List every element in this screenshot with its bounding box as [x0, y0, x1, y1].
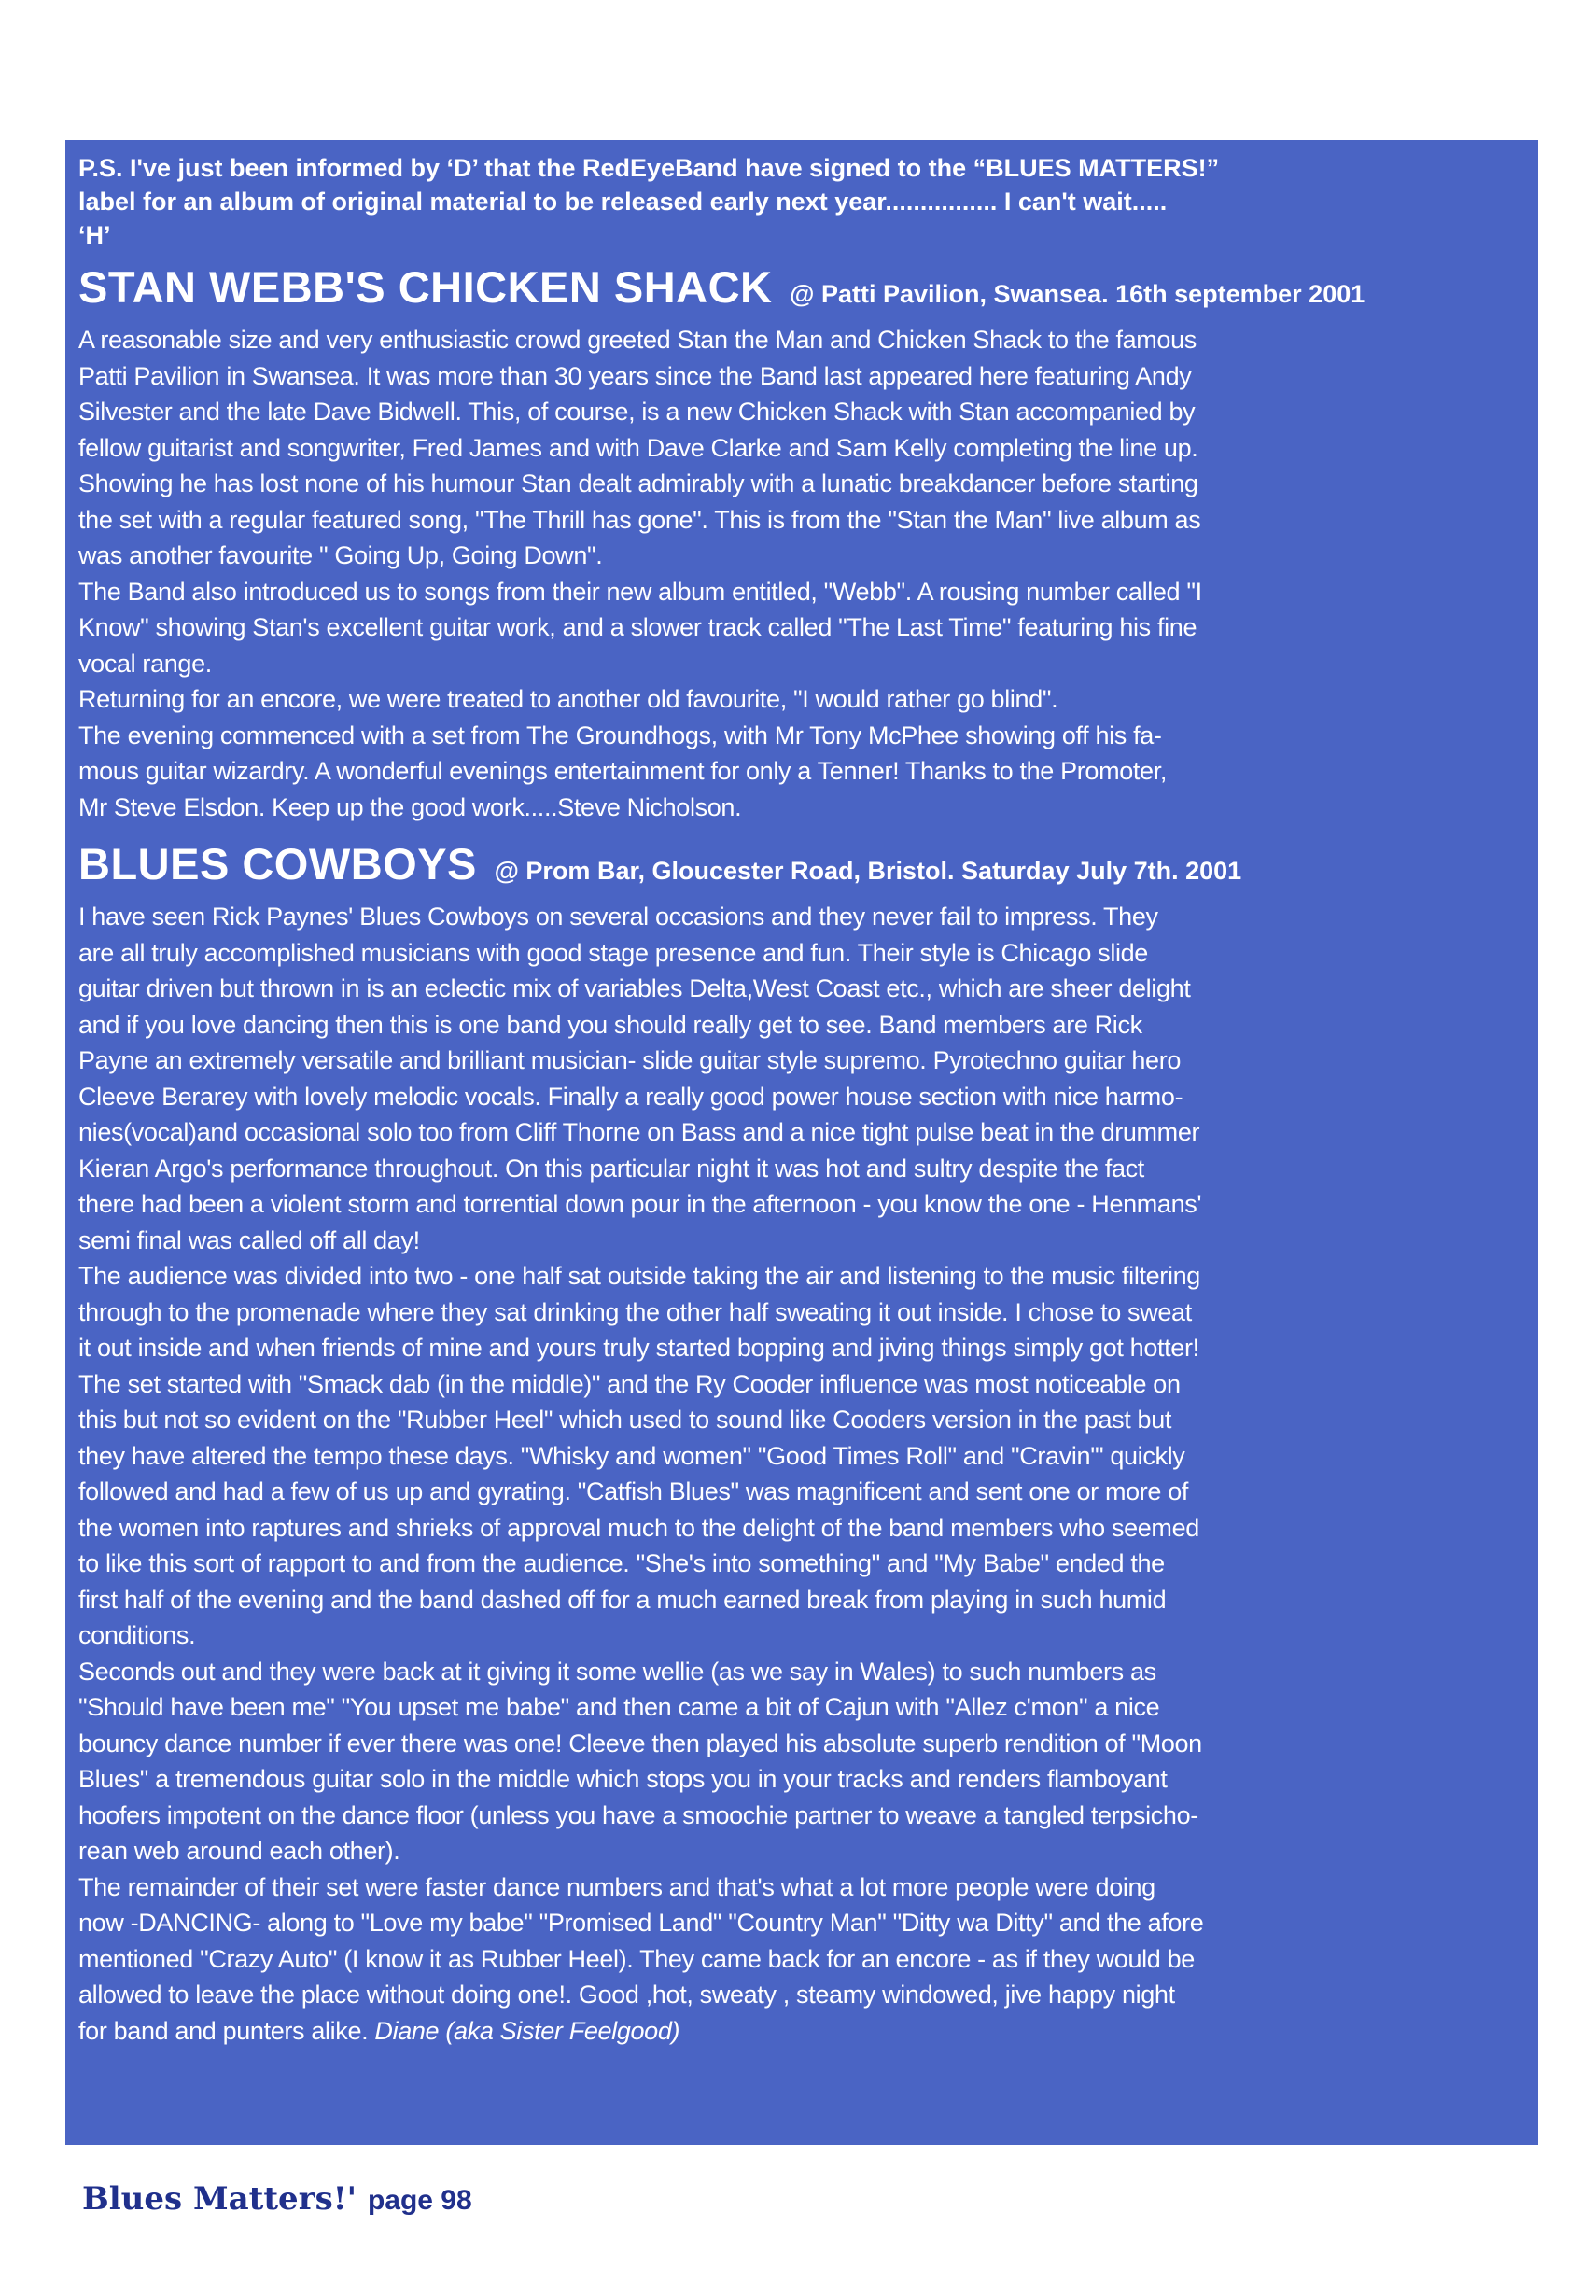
body-line: there had been a violent storm and torrential down pour in the afternoon - you know the one - Henmans' [78, 1190, 1202, 1218]
body-line: The audience was divided into two - one half sat outside taking the air and listening to the music filtering [78, 1262, 1200, 1290]
body-line: nies(vocal)and occasional solo too from Cliff Thorne on Bass and a nice tight pulse beat in the drummer [78, 1118, 1200, 1146]
body-line: "Should have been me" "You upset me babe" and then came a bit of Cajun with "Allez c'mon" a nice [78, 1693, 1160, 1721]
body-line: allowed to leave the place without doing one!. Good ,hot, sweaty , steamy windowed, jive happy night [78, 1981, 1175, 2009]
body-line: mous guitar wizardry. A wonderful evenings entertainment for only a Tenner! Thanks to the Promoter, [78, 757, 1167, 785]
body-line: Know" showing Stan's excellent guitar work, and a slower track called "The Last Time" featuring his fine [78, 613, 1197, 641]
body-line: they have altered the tempo these days. "Whisky and women" "Good Times Roll" and "Cravin'" quickly [78, 1441, 1185, 1470]
page-number: page 98 [367, 2185, 472, 2216]
body-line: Mr Steve Elsdon. Keep up the good work.....Steve Nicholson. [78, 792, 742, 821]
body-line: first half of the evening and the band dashed off for a much earned break from playing in such humid [78, 1585, 1167, 1614]
ps-note [78, 151, 1525, 252]
body-line: now -DANCING- along to "Love my babe" "Promised Land" "Country Man" "Ditty wa Ditty" and the afore [78, 1909, 1204, 1937]
author-signature: Diane (aka Sister Feelgood) [374, 2016, 680, 2045]
body-line: The evening commenced with a set from The Groundhogs, with Mr Tony McPhee showing off his fa- [78, 721, 1162, 749]
body-line: Blues" a tremendous guitar solo in the middle which stops you in your tracks and renders flamboyant [78, 1765, 1168, 1793]
review-header [78, 838, 1525, 899]
body-line: I have seen Rick Paynes' Blues Cowboys on several occasions and they never fail to impress. They [78, 903, 1158, 931]
band-name: STAN WEBB'S CHICKEN SHACK [78, 262, 773, 312]
body-line: Cleeve Berarey with lovely melodic vocals. Finally a really good power house section with nice harmo- [78, 1082, 1183, 1111]
ps-line: P.S. I've just been informed by ‘D’ that the RedEyeBand have signed to the “BLUES MATTERS!” [78, 154, 1220, 182]
body-line: Seconds out and they were back at it giving it some wellie (as we say in Wales) to such numbers as [78, 1657, 1156, 1686]
ps-line: ‘H’ [78, 221, 111, 249]
body-line: mentioned "Crazy Auto" (I know it as Rubber Heel). They came back for an encore - as if they would be [78, 1944, 1195, 1973]
body-line: the set with a regular featured song, "The Thrill has gone". This is from the "Stan the Man" live album as [78, 505, 1201, 534]
body-line: Kieran Argo's performance throughout. On this particular night it was hot and sultry despite the fact [78, 1154, 1144, 1183]
body-line: Returning for an encore, we were treated to another old favourite, "I would rather go blind". [78, 685, 1058, 713]
review-blues-cowboys [78, 838, 1525, 2049]
band-name: BLUES COWBOYS [78, 839, 477, 889]
venue-line: @ Patti Pavilion, Swansea. 16th september 2001 [790, 280, 1365, 308]
body-line: Patti Pavilion in Swansea. It was more than 30 years since the Band last appeared here featuring Andy [78, 361, 1192, 390]
body-line: are all truly accomplished musicians with good stage presence and fun. Their style is Chicago slide [78, 938, 1148, 967]
ps-line: label for an album of original material to be released early next year................ I can't wait..... [78, 188, 1168, 216]
body-line-text: for band and punters alike. [78, 2016, 375, 2045]
body-line: the women into raptures and shrieks of approval much to the delight of the band members who seemed [78, 1513, 1199, 1542]
body-line: hoofers impotent on the dance floor (unless you have a smoochie partner to weave a tangled terpsicho- [78, 1800, 1198, 1829]
body-line: vocal range. [78, 649, 212, 678]
article-panel [65, 140, 1538, 2145]
body-line: A reasonable size and very enthusiastic crowd greeted Stan the Man and Chicken Shack to the famous [78, 326, 1197, 354]
body-line: semi final was called off all day! [78, 1225, 420, 1254]
body-line: guitar driven but thrown in is an eclectic mix of variables Delta,West Coast etc., which are sheer delight [78, 974, 1191, 1002]
body-line: fellow guitarist and songwriter, Fred James and with Dave Clarke and Sam Kelly completing the line up. [78, 433, 1198, 462]
body-line: Silvester and the late Dave Bidwell. This, of course, is a new Chicken Shack with Stan accompanied by [78, 398, 1196, 426]
review-header [78, 261, 1525, 322]
body-line: to like this sort of rapport to and from the audience. "She's into something" and "My Babe" ended the [78, 1549, 1165, 1577]
body-line: rean web around each other). [78, 1837, 400, 1865]
body-line-final [78, 2013, 1525, 2050]
body-line: this but not so evident on the "Rubber Heel" which used to sound like Cooders version in the past but [78, 1406, 1172, 1434]
body-line: was another favourite " Going Up, Going Down". [78, 541, 603, 569]
review-stan-webb [78, 261, 1525, 825]
body-line: Showing he has lost none of his humour Stan dealt admirably with a lunatic breakdancer before starting [78, 469, 1198, 497]
body-line: it out inside and when friends of mine and yours truly started bopping and jiving things simply got hotter! [78, 1334, 1199, 1362]
body-line: The Band also introduced us to songs from their new album entitled, "Webb". A rousing number called "I [78, 577, 1202, 606]
body-line: bouncy dance number if ever there was one! Cleeve then played his absolute superb rendition of "Moon [78, 1729, 1202, 1757]
venue-line: @ Prom Bar, Gloucester Road, Bristol. Saturday July 7th. 2001 [494, 857, 1242, 885]
body-line: and if you love dancing then this is one band you should really get to see. Band members are Rick [78, 1010, 1142, 1039]
magazine-logo: Blues Matters!' [82, 2180, 357, 2218]
body-line: conditions. [78, 1621, 196, 1649]
body-line: through to the promenade where they sat drinking the other half sweating it out inside. I chose to sweat [78, 1297, 1192, 1326]
body-line: The remainder of their set were faster dance numbers and that's what a lot more people were doing [78, 1872, 1155, 1901]
page-footer [82, 2180, 472, 2218]
body-line: followed and had a few of us up and gyrating. "Catfish Blues" was magnificent and sent one or more of [78, 1477, 1189, 1505]
body-line: The set started with "Smack dab (in the middle)" and the Ry Cooder influence was most noticeable on [78, 1369, 1181, 1398]
body-line: Payne an extremely versatile and brilliant musician- slide guitar style supremo. Pyrotechno guitar hero [78, 1046, 1182, 1074]
